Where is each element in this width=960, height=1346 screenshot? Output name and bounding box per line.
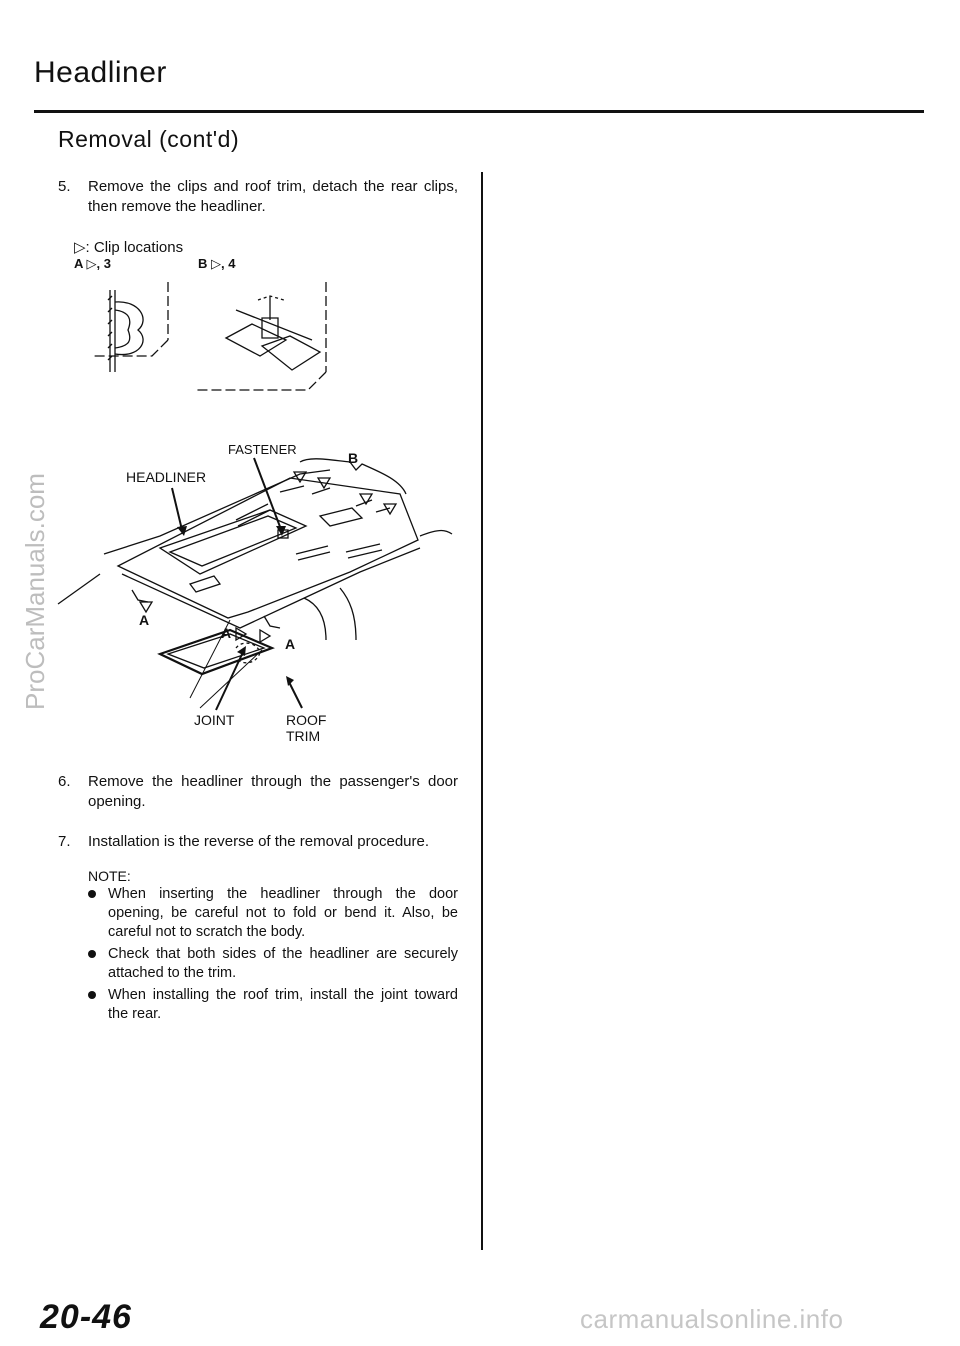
note-bullet-text: When inserting the headliner through the door opening, be careful not to fold or bend it. Also, be careful not to scratch the body. — [108, 886, 458, 940]
note-bullet-text: Check that both sides of the headliner are securely attached to the trim. — [108, 946, 458, 981]
watermark-footer: carmanualsonline.info — [580, 1304, 844, 1334]
label-headliner: HEADLINER — [126, 469, 207, 485]
clip-legend-text: Clip locations — [93, 239, 184, 256]
note-bullets — [86, 885, 458, 1027]
clip-a-caption: A ▷, 3 — [74, 256, 111, 271]
label-a-right: A — [285, 636, 296, 652]
note-bullet — [86, 885, 458, 942]
label-trim: TRIM — [286, 728, 321, 744]
step-number: 5. — [58, 178, 71, 195]
note-label: NOTE: — [88, 868, 131, 884]
label-b: B — [348, 450, 359, 466]
bullet-dot-icon — [88, 991, 96, 999]
label-fastener: FASTENER — [228, 442, 297, 457]
page-number: 20-46 — [40, 1298, 132, 1336]
step-text: Installation is the reverse of the removal procedure. — [88, 833, 430, 850]
step-text: Remove the headliner through the passenger's door opening. — [88, 773, 458, 810]
label-joint: JOINT — [194, 712, 235, 728]
bullet-dot-icon — [88, 890, 96, 898]
step-number: 7. — [58, 833, 71, 850]
watermark-side: ProCarManuals.com — [20, 473, 50, 710]
step-number: 6. — [58, 773, 71, 790]
step-7 — [58, 832, 458, 852]
note-bullet-text: When installing the roof trim, install the joint toward the rear. — [108, 987, 458, 1022]
clip-legend — [74, 238, 183, 256]
bullet-dot-icon — [88, 950, 96, 958]
headliner-assembly — [58, 459, 452, 642]
clip-legend-symbol: ▷: — [74, 239, 90, 256]
section-subtitle: Removal (cont'd) — [58, 126, 240, 152]
label-a-left: A — [139, 612, 150, 628]
label-a-middle: A — [221, 625, 232, 641]
step-text: Remove the clips and roof trim, detach the rear clips, then remove the headliner. — [88, 178, 458, 215]
clip-b-detail — [196, 282, 326, 390]
roof-trim — [160, 620, 272, 708]
clip-b-caption: B ▷, 4 — [198, 256, 236, 271]
clip-a-detail — [92, 282, 168, 372]
label-roof: ROOF — [286, 712, 327, 728]
step-6 — [58, 772, 458, 812]
page-title: Headliner — [34, 56, 167, 89]
note-bullet — [86, 945, 458, 983]
note-bullet — [86, 986, 458, 1024]
